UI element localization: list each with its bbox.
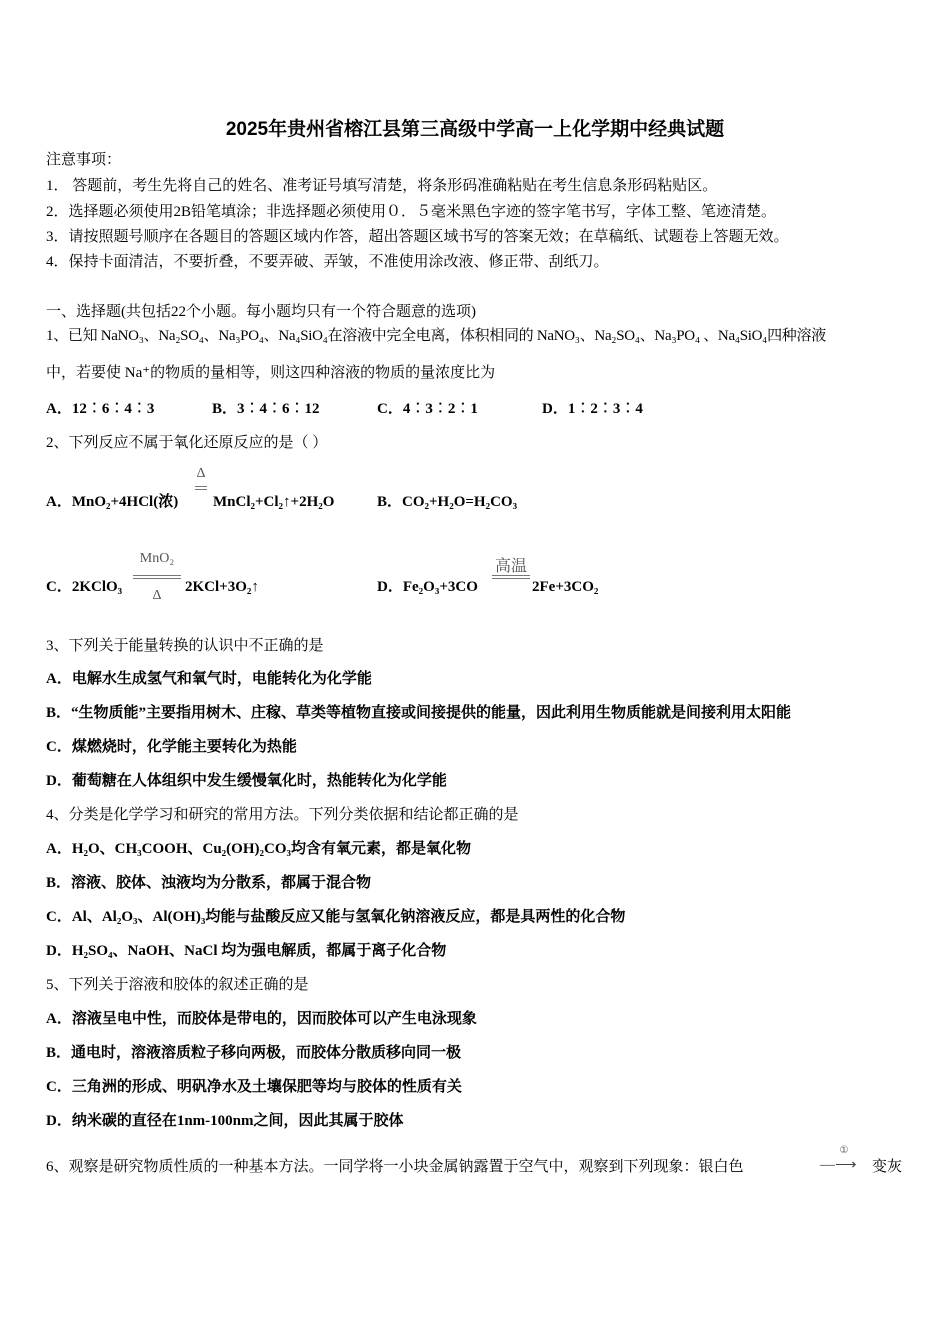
q1-stem-2: 中，若要使 Na⁺的物质的量相等，则这四种溶液的物质的量浓度比为: [46, 365, 496, 381]
q1-option-b: B．3︰4︰6︰12: [212, 401, 320, 417]
q3-option-b: B．“生物质能”主要指用树木、庄稼、草类等植物直接或间接提供的能量，因此利用生物质能就是间接利用太阳能: [46, 705, 792, 721]
notice-item: 1． 答题前，考生先将自己的姓名、准考证号填写清楚，将条形码准确粘贴在考生信息条形码粘贴区。: [46, 178, 718, 194]
q5-option-d: D．纳米碳的直径在1nm-100nm之间，因此其属于胶体: [46, 1113, 404, 1129]
q3-option-c: C．煤燃烧时，化学能主要转化为热能: [46, 739, 297, 755]
q5-option-b: B．通电时，溶液溶质粒子移向两极，而胶体分散质移向同一极: [46, 1045, 462, 1061]
notice-heading: 注意事项：: [46, 152, 122, 168]
q1-option-a: A．12︰6︰4︰3: [46, 401, 155, 417]
q2-option-a-right: MnCl₂+Cl₂↑+2H₂O: [213, 494, 335, 510]
q4-option-b: B．溶液、胶体、浊液均为分散系，都属于混合物: [46, 875, 372, 891]
q2-option-c-left: C．2KClO₃: [46, 579, 123, 595]
q2-option-d-right: 2Fe+3CO₂: [532, 579, 599, 595]
notice-item: 2．选择题必须使用2B铅笔填涂；非选择题必须使用０．５毫米黑色字迹的签字笔书写，字体工整、笔迹清楚。: [46, 204, 777, 220]
q2-c-condition-top: MnO₂: [139, 551, 175, 566]
equals-sign: [492, 575, 530, 579]
q5-option-a: A．溶液呈电中性，而胶体是带电的，因而胶体可以产生电泳现象: [46, 1011, 477, 1027]
q2-c-condition-bottom: Δ: [152, 588, 162, 603]
q4-option-d: D．H₂SO₄、NaOH、NaCl 均为强电解质，都属于离子化合物: [46, 943, 447, 959]
q5-stem: 5、下列关于溶液和胶体的叙述正确的是: [46, 977, 309, 993]
q2-a-condition: Δ: [196, 466, 206, 481]
q3-option-d: D．葡萄糖在人体组织中发生缓慢氧化时，热能转化为化学能: [46, 773, 447, 789]
notice-item: 3．请按照题号顺序在各题目的答题区域内作答，超出答题区域书写的答案无效；在草稿纸、试题卷上答题无效。: [46, 229, 789, 245]
q3-stem: 3、下列关于能量转换的认识中不正确的是: [46, 638, 324, 654]
equals-sign: [195, 486, 207, 490]
reaction-arrow: —⟶: [820, 1157, 857, 1173]
q2-option-c-right: 2KCl+3O₂↑: [185, 579, 259, 595]
equals-sign: [133, 575, 181, 579]
q4-option-a: A．H₂O、CH₃COOH、Cu₂(OH)₂CO₃均含有氧元素，都是氧化物: [46, 841, 471, 857]
q4-stem: 4、分类是化学学习和研究的常用方法。下列分类依据和结论都正确的是: [46, 807, 519, 823]
page-title: 2025年贵州省榕江县第三高级中学高一上化学期中经典试题: [225, 119, 725, 140]
q2-option-a-left: A．MnO₂+4HCl(浓): [46, 494, 179, 510]
q6-stem: 6、观察是研究物质性质的一种基本方法。一同学将一小块金属钠露置于空气中，观察到下列现象：银白色: [46, 1159, 744, 1175]
q6-stem-end: 变灰: [872, 1159, 903, 1175]
q2-d-condition: 高温: [494, 558, 527, 575]
section-heading: 一、选择题(共包括22个小题。每小题均只有一个符合题意的选项): [46, 304, 476, 320]
q3-option-a: A．电解水生成氢气和氧气时，电能转化为化学能: [46, 671, 372, 687]
notice-item: 4．保持卡面清洁，不要折叠，不要弄破、弄皱，不准使用涂改液、修正带、刮纸刀。: [46, 254, 609, 270]
q2-option-b: B．CO₂+H₂O=H₂CO₃: [377, 494, 518, 510]
q1-stem: 1、已知 NaNO₃、Na₂SO₄、Na₃PO₄、Na₄SiO₄在溶液中完全电离，体积相同的 NaNO₃、Na₂SO₄、Na₃PO₄ 、Na₄SiO₄四种溶液: [46, 328, 826, 344]
q2-option-d-left: D．Fe₂O₃+3CO: [377, 579, 478, 595]
q5-option-c: C．三角洲的形成、明矾净水及土壤保肥等均与胶体的性质有关: [46, 1079, 462, 1095]
q1-option-c: C．4︰3︰2︰1: [377, 401, 478, 417]
q4-option-c: C．Al、Al₂O₃、Al(OH)₃均能与盐酸反应又能与氢氧化钠溶液反应，都是具两性的化合物: [46, 909, 626, 925]
q1-option-d: D．1︰2︰3︰4: [542, 401, 643, 417]
q6-arrow-label: ①: [839, 1145, 849, 1156]
q2-stem: 2、下列反应不属于氧化还原反应的是（ ）: [46, 435, 328, 451]
